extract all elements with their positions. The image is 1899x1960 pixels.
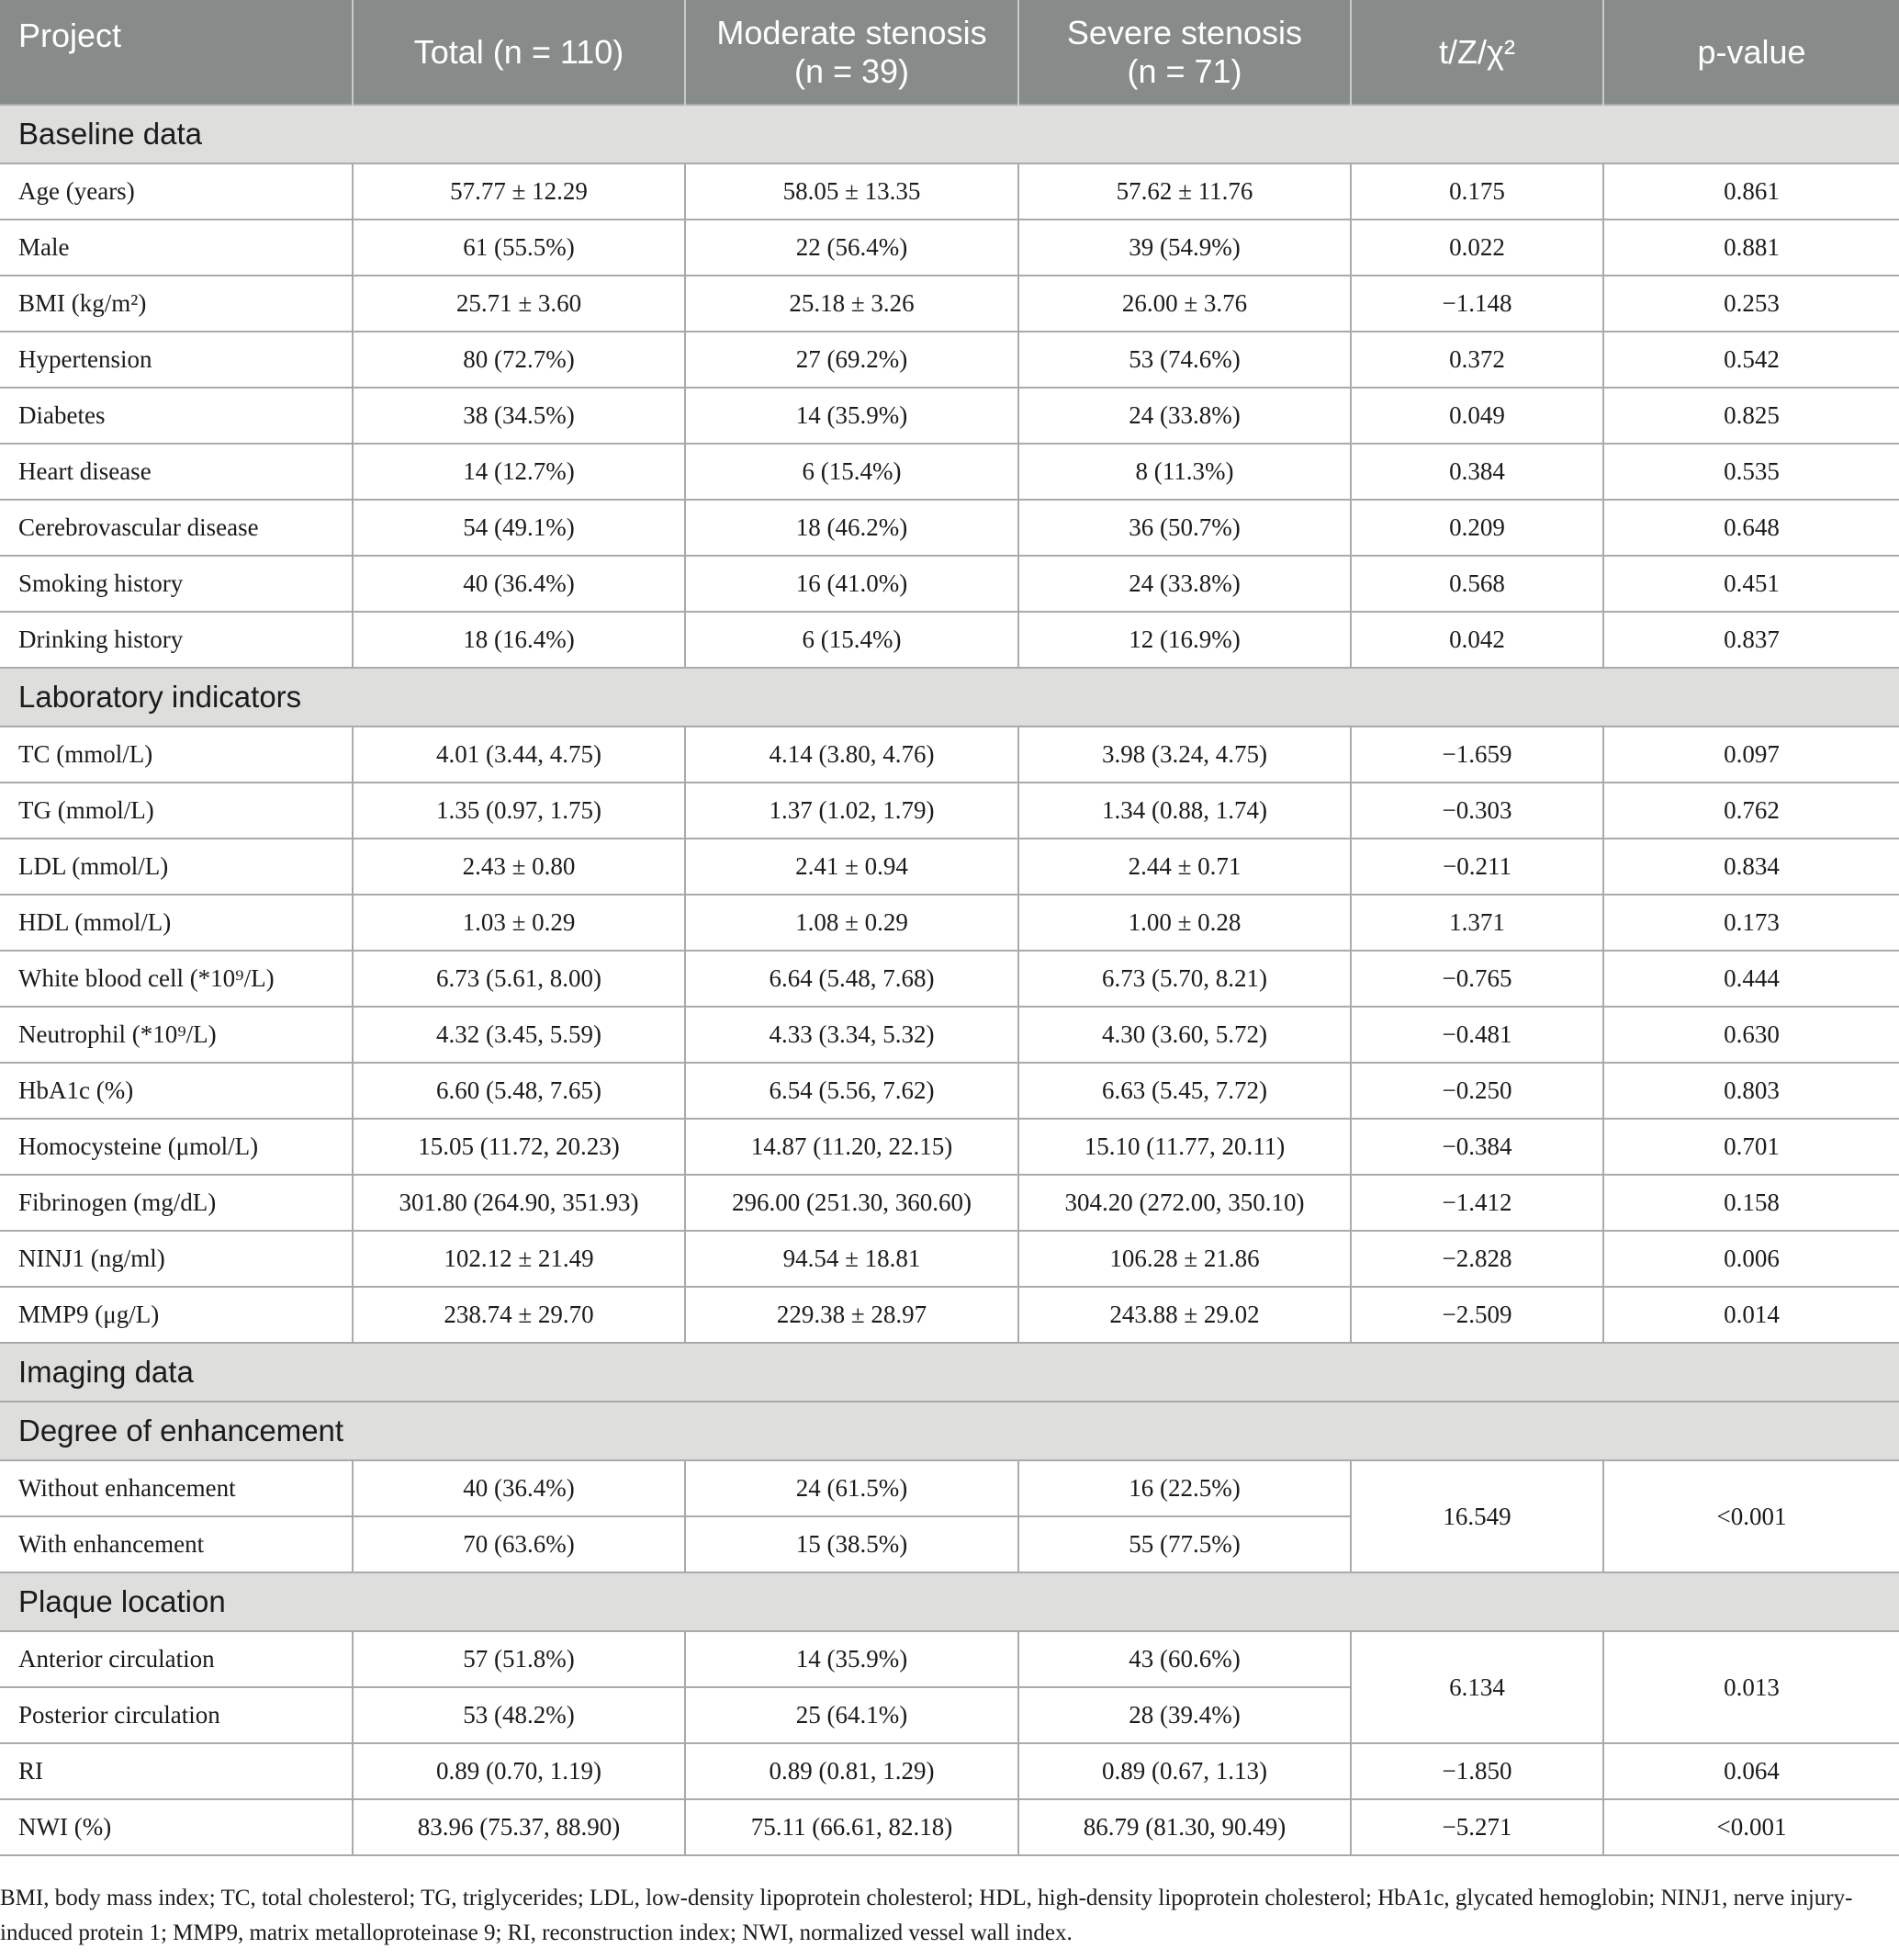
cell-stat: −1.659	[1351, 727, 1603, 783]
row-label: Posterior circulation	[0, 1687, 353, 1743]
section-plaque: Plaque location	[0, 1572, 1899, 1631]
row-label: Diabetes	[0, 388, 353, 444]
cell-severe: 12 (16.9%)	[1018, 612, 1351, 668]
row-label: MMP9 (μg/L)	[0, 1287, 353, 1343]
section-row	[0, 105, 1899, 163]
cell-p: 0.701	[1603, 1119, 1899, 1175]
row-label: TG (mmol/L)	[0, 783, 353, 839]
cell-severe: 1.00 ± 0.28	[1018, 895, 1351, 951]
cell-p: 0.542	[1603, 332, 1899, 388]
cell-moderate: 4.14 (3.80, 4.76)	[685, 727, 1018, 783]
header-severe	[1018, 0, 1351, 105]
cell-p: 0.173	[1603, 895, 1899, 951]
cell-severe: 43 (60.6%)	[1018, 1631, 1351, 1687]
header-severe-line1: Severe stenosis	[1066, 13, 1303, 51]
table-row	[0, 500, 1899, 556]
table-row	[0, 612, 1899, 668]
table-row	[0, 1175, 1899, 1231]
cell-stat: 0.384	[1351, 444, 1603, 500]
cell-total: 6.73 (5.61, 8.00)	[353, 951, 685, 1007]
row-label: HbA1c (%)	[0, 1063, 353, 1119]
row-label: Homocysteine (μmol/L)	[0, 1119, 353, 1175]
cell-total: 40 (36.4%)	[353, 556, 685, 612]
cell-stat: −0.384	[1351, 1119, 1603, 1175]
row-label: Age (years)	[0, 163, 353, 220]
cell-moderate: 0.89 (0.81, 1.29)	[685, 1743, 1018, 1799]
table-row	[0, 895, 1899, 951]
cell-total: 70 (63.6%)	[353, 1516, 685, 1572]
cell-moderate: 4.33 (3.34, 5.32)	[685, 1007, 1018, 1063]
cell-stat: 0.372	[1351, 332, 1603, 388]
table-row	[0, 332, 1899, 388]
table-row	[0, 1231, 1899, 1287]
cell-stat: −0.211	[1351, 839, 1603, 895]
cell-moderate: 6.54 (5.56, 7.62)	[685, 1063, 1018, 1119]
section-row	[0, 668, 1899, 727]
cell-total: 4.01 (3.44, 4.75)	[353, 727, 685, 783]
cell-stat: 6.134	[1351, 1631, 1603, 1743]
cell-stat: 0.022	[1351, 220, 1603, 276]
cell-total: 57.77 ± 12.29	[353, 163, 685, 220]
table-row	[0, 1007, 1899, 1063]
row-label: Cerebrovascular disease	[0, 500, 353, 556]
cell-stat: −0.303	[1351, 783, 1603, 839]
cell-p: 0.861	[1603, 163, 1899, 220]
cell-severe: 26.00 ± 3.76	[1018, 276, 1351, 332]
row-label: Anterior circulation	[0, 1631, 353, 1687]
cell-moderate: 296.00 (251.30, 360.60)	[685, 1175, 1018, 1231]
row-label: TC (mmol/L)	[0, 727, 353, 783]
cell-severe: 0.89 (0.67, 1.13)	[1018, 1743, 1351, 1799]
cell-moderate: 6.64 (5.48, 7.68)	[685, 951, 1018, 1007]
cell-stat: 0.049	[1351, 388, 1603, 444]
table-row	[0, 276, 1899, 332]
table-footnote: BMI, body mass index; TC, total cholesterol; TG, triglycerides; LDL, low-density lipoprotein cholesterol; HDL, high-density lipoprotein cholesterol; HbA1c, glycated hemoglobin; NINJ1, nerve injury-induced protein 1; MMP9, matrix metalloproteinase 9; RI, reconstruction index; NWI, normalized vessel wall index.	[0, 1886, 1853, 1945]
cell-severe: 36 (50.7%)	[1018, 500, 1351, 556]
cell-stat: −1.850	[1351, 1743, 1603, 1799]
row-label: Smoking history	[0, 556, 353, 612]
cell-moderate: 14.87 (11.20, 22.15)	[685, 1119, 1018, 1175]
cell-total: 0.89 (0.70, 1.19)	[353, 1743, 685, 1799]
cell-p: 0.097	[1603, 727, 1899, 783]
table-row	[0, 444, 1899, 500]
cell-stat: 16.549	[1351, 1460, 1603, 1572]
cell-moderate: 18 (46.2%)	[685, 500, 1018, 556]
header-row	[0, 0, 1899, 105]
cell-severe: 28 (39.4%)	[1018, 1687, 1351, 1743]
cell-total: 1.35 (0.97, 1.75)	[353, 783, 685, 839]
cell-total: 54 (49.1%)	[353, 500, 685, 556]
cell-stat: 1.371	[1351, 895, 1603, 951]
row-label: Neutrophil (*10⁹/L)	[0, 1007, 353, 1063]
row-label: HDL (mmol/L)	[0, 895, 353, 951]
cell-total: 4.32 (3.45, 5.59)	[353, 1007, 685, 1063]
cell-moderate: 6 (15.4%)	[685, 612, 1018, 668]
row-label: With enhancement	[0, 1516, 353, 1572]
table-row	[0, 1287, 1899, 1343]
cell-moderate: 24 (61.5%)	[685, 1460, 1018, 1516]
cell-p: 0.535	[1603, 444, 1899, 500]
table-row	[0, 1063, 1899, 1119]
header-stat: t/Z/χ²	[1351, 0, 1603, 105]
cell-total: 14 (12.7%)	[353, 444, 685, 500]
cell-total: 83.96 (75.37, 88.90)	[353, 1799, 685, 1855]
table-row	[0, 1631, 1899, 1687]
cell-total: 2.43 ± 0.80	[353, 839, 685, 895]
table-row	[0, 951, 1899, 1007]
cell-total: 6.60 (5.48, 7.65)	[353, 1063, 685, 1119]
cell-total: 238.74 ± 29.70	[353, 1287, 685, 1343]
cell-moderate: 58.05 ± 13.35	[685, 163, 1018, 220]
cell-total: 80 (72.7%)	[353, 332, 685, 388]
cell-p: 0.648	[1603, 500, 1899, 556]
cell-moderate: 25 (64.1%)	[685, 1687, 1018, 1743]
cell-severe: 6.73 (5.70, 8.21)	[1018, 951, 1351, 1007]
cell-p: 0.881	[1603, 220, 1899, 276]
table-row	[0, 1119, 1899, 1175]
row-label: Without enhancement	[0, 1460, 353, 1516]
cell-stat: −1.412	[1351, 1175, 1603, 1231]
cell-moderate: 27 (69.2%)	[685, 332, 1018, 388]
cell-total: 25.71 ± 3.60	[353, 276, 685, 332]
cell-stat: 0.209	[1351, 500, 1603, 556]
cell-total: 53 (48.2%)	[353, 1687, 685, 1743]
row-label: Hypertension	[0, 332, 353, 388]
cell-severe: 3.98 (3.24, 4.75)	[1018, 727, 1351, 783]
cell-p: <0.001	[1603, 1460, 1899, 1572]
cell-severe: 57.62 ± 11.76	[1018, 163, 1351, 220]
row-label: LDL (mmol/L)	[0, 839, 353, 895]
cell-p: 0.158	[1603, 1175, 1899, 1231]
header-moderate-line2: (n = 39)	[793, 51, 910, 90]
cell-severe: 15.10 (11.77, 20.11)	[1018, 1119, 1351, 1175]
cell-severe: 6.63 (5.45, 7.72)	[1018, 1063, 1351, 1119]
header-project: Project	[0, 0, 353, 105]
row-label: NWI (%)	[0, 1799, 353, 1855]
section-row	[0, 1343, 1899, 1402]
section-row	[0, 1572, 1899, 1631]
cell-p: 0.837	[1603, 612, 1899, 668]
row-label: Heart disease	[0, 444, 353, 500]
cell-p: 0.762	[1603, 783, 1899, 839]
section-row	[0, 1402, 1899, 1460]
cell-severe: 55 (77.5%)	[1018, 1516, 1351, 1572]
cell-severe: 106.28 ± 21.86	[1018, 1231, 1351, 1287]
cell-p: 0.064	[1603, 1743, 1899, 1799]
table-row	[0, 839, 1899, 895]
cell-stat: −5.271	[1351, 1799, 1603, 1855]
row-label: NINJ1 (ng/ml)	[0, 1231, 353, 1287]
cell-p: 0.451	[1603, 556, 1899, 612]
cell-stat: −1.148	[1351, 276, 1603, 332]
row-label: RI	[0, 1743, 353, 1799]
cell-p: <0.001	[1603, 1799, 1899, 1855]
row-label: Male	[0, 220, 353, 276]
header-moderate	[685, 0, 1018, 105]
cell-p: 0.630	[1603, 1007, 1899, 1063]
header-p-value: p-value	[1603, 0, 1899, 105]
cell-moderate: 15 (38.5%)	[685, 1516, 1018, 1572]
cell-p: 0.834	[1603, 839, 1899, 895]
header-moderate-line1: Moderate stenosis	[716, 13, 987, 51]
cell-total: 1.03 ± 0.29	[353, 895, 685, 951]
cell-moderate: 94.54 ± 18.81	[685, 1231, 1018, 1287]
row-label: Drinking history	[0, 612, 353, 668]
table-row	[0, 1460, 1899, 1516]
cell-moderate: 16 (41.0%)	[685, 556, 1018, 612]
cell-severe: 304.20 (272.00, 350.10)	[1018, 1175, 1351, 1231]
section-lab: Laboratory indicators	[0, 668, 1899, 727]
cell-moderate: 6 (15.4%)	[685, 444, 1018, 500]
table-row	[0, 1799, 1899, 1855]
cell-total: 15.05 (11.72, 20.23)	[353, 1119, 685, 1175]
cell-severe: 2.44 ± 0.71	[1018, 839, 1351, 895]
cell-moderate: 1.08 ± 0.29	[685, 895, 1018, 951]
cell-stat: −0.765	[1351, 951, 1603, 1007]
section-enhancement: Degree of enhancement	[0, 1402, 1899, 1460]
cell-moderate: 14 (35.9%)	[685, 388, 1018, 444]
cell-p: 0.444	[1603, 951, 1899, 1007]
cell-severe: 24 (33.8%)	[1018, 556, 1351, 612]
table-row	[0, 727, 1899, 783]
cell-severe: 8 (11.3%)	[1018, 444, 1351, 500]
section-imaging: Imaging data	[0, 1343, 1899, 1402]
cell-stat: 0.042	[1351, 612, 1603, 668]
cell-severe: 4.30 (3.60, 5.72)	[1018, 1007, 1351, 1063]
cell-severe: 24 (33.8%)	[1018, 388, 1351, 444]
cell-stat: 0.175	[1351, 163, 1603, 220]
table-row	[0, 163, 1899, 220]
cell-stat: −0.481	[1351, 1007, 1603, 1063]
row-label: Fibrinogen (mg/dL)	[0, 1175, 353, 1231]
table-row	[0, 556, 1899, 612]
cell-p: 0.013	[1603, 1631, 1899, 1743]
cell-total: 57 (51.8%)	[353, 1631, 685, 1687]
cell-p: 0.253	[1603, 276, 1899, 332]
table-row	[0, 388, 1899, 444]
cell-total: 61 (55.5%)	[353, 220, 685, 276]
cell-total: 102.12 ± 21.49	[353, 1231, 685, 1287]
cell-p: 0.803	[1603, 1063, 1899, 1119]
header-total: Total (n = 110)	[353, 0, 685, 105]
cell-stat: −2.509	[1351, 1287, 1603, 1343]
cell-moderate: 1.37 (1.02, 1.79)	[685, 783, 1018, 839]
cell-p: 0.825	[1603, 388, 1899, 444]
cell-moderate: 14 (35.9%)	[685, 1631, 1018, 1687]
cell-moderate: 2.41 ± 0.94	[685, 839, 1018, 895]
table-row	[0, 1743, 1899, 1799]
cell-severe: 39 (54.9%)	[1018, 220, 1351, 276]
cell-p: 0.014	[1603, 1287, 1899, 1343]
cell-severe: 1.34 (0.88, 1.74)	[1018, 783, 1351, 839]
cell-severe: 53 (74.6%)	[1018, 332, 1351, 388]
table-row	[0, 783, 1899, 839]
cell-total: 40 (36.4%)	[353, 1460, 685, 1516]
section-baseline: Baseline data	[0, 105, 1899, 163]
cell-moderate: 25.18 ± 3.26	[685, 276, 1018, 332]
cell-stat: 0.568	[1351, 556, 1603, 612]
cell-stat: −0.250	[1351, 1063, 1603, 1119]
cell-moderate: 22 (56.4%)	[685, 220, 1018, 276]
cell-total: 301.80 (264.90, 351.93)	[353, 1175, 685, 1231]
cell-total: 18 (16.4%)	[353, 612, 685, 668]
cell-moderate: 229.38 ± 28.97	[685, 1287, 1018, 1343]
cell-total: 38 (34.5%)	[353, 388, 685, 444]
cell-moderate: 75.11 (66.61, 82.18)	[685, 1799, 1018, 1855]
header-severe-line2: (n = 71)	[1127, 51, 1242, 90]
row-label: BMI (kg/m²)	[0, 276, 353, 332]
table-row	[0, 220, 1899, 276]
cell-p: 0.006	[1603, 1231, 1899, 1287]
row-label: White blood cell (*10⁹/L)	[0, 951, 353, 1007]
cell-stat: −2.828	[1351, 1231, 1603, 1287]
cell-severe: 86.79 (81.30, 90.49)	[1018, 1799, 1351, 1855]
cell-severe: 243.88 ± 29.02	[1018, 1287, 1351, 1343]
cell-severe: 16 (22.5%)	[1018, 1460, 1351, 1516]
